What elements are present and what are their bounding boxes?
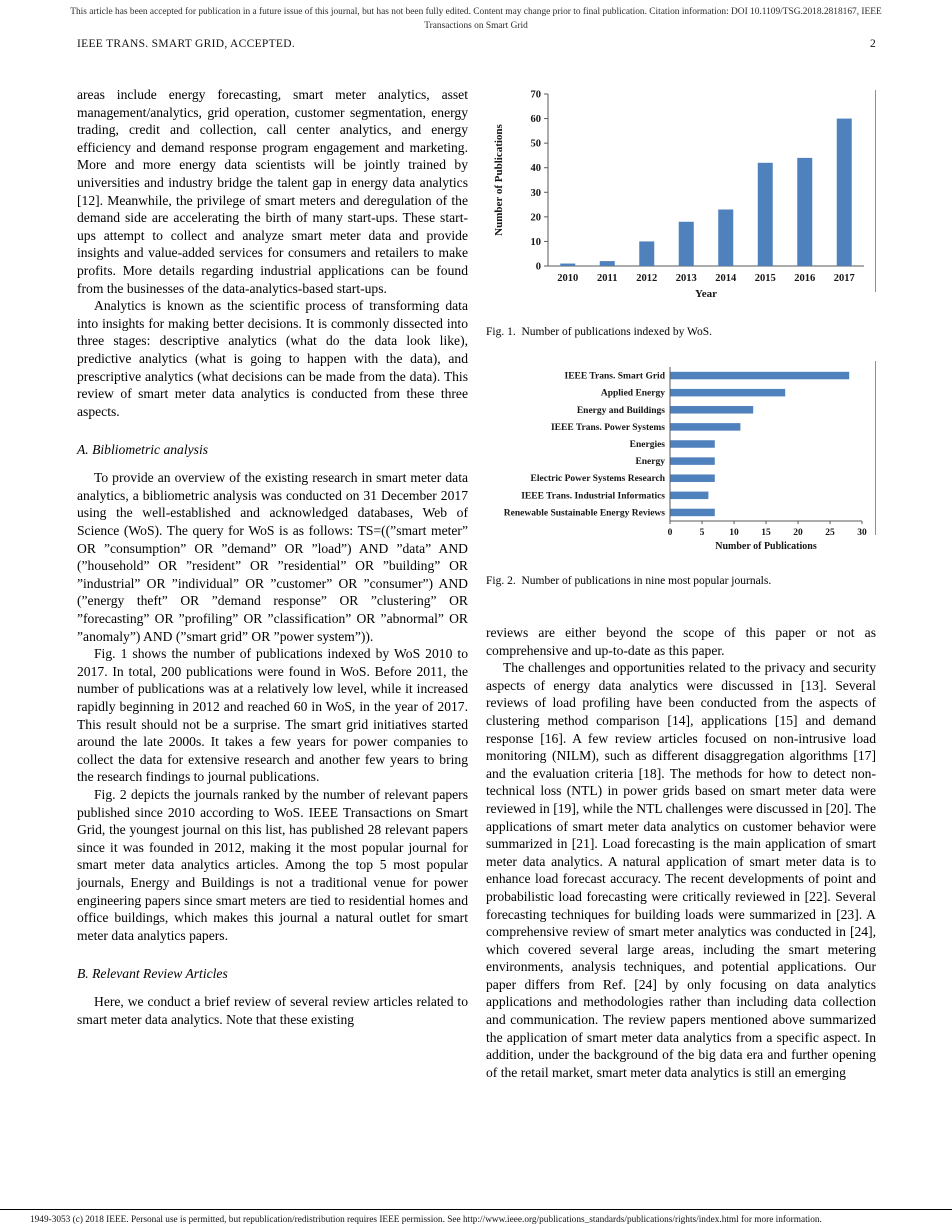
acceptance-notice [26, 6, 926, 33]
y-tick-label: 50 [530, 138, 541, 150]
figure-1 [486, 86, 876, 339]
category-label: Energy and Buildings [576, 405, 665, 416]
figure2-frame-edge [875, 361, 876, 535]
chart-bar [679, 222, 694, 266]
x-tick-label: 2017 [833, 273, 855, 284]
x-tick-label: 2011 [597, 273, 618, 284]
x-tick-label: 2015 [754, 273, 776, 284]
page-number: 2 [869, 38, 876, 50]
chart-bar [670, 474, 715, 482]
x-tick-label: 25 [825, 528, 835, 538]
paragraph-industry-areas: areas include energy forecasting, smart meter analytics, asset management/analytics, grid operation, customer segmentation, energy trading, credit and collection, call center analytics, and energy efficiency and demand response program engagement and marketing. More and more energy data scientists will be jointly trained by universities and industry bridge the talent gap in energy data analytics [12]. Meanwhile, the privilege of smart meters and deregulation of the demand side are accelerating the birth of many start-ups. These start-ups attempt to collect and analyze smart meter data and provide insights and value-added services for consumers and retailers to make profits. More details regarding industrial applications can be found from the businesses of the data-analytics-based start-ups. [77, 87, 468, 296]
chart-bar [758, 163, 773, 266]
paragraph-related-reviews: The challenges and opportunities related to the privacy and security aspects of energy data analytics were discussed in [13]. Several reviews of load profiling have been conducted from the aspects of clustering method comparison [14], applications [15] and demand response [16]. A few review articles focused on non-intrusive load monitoring (NILM), such as different disaggregation algorithms [17] and the evaluation criteria [18]. The methods for how to detect non-technical loss (NTL) in power grids based on smart meter data were reviewed in [19], while the NTL challenges were discussed in [20]. The applications of smart meter data analytics on customer behavior were summarized in [21]. Load forecasting is the main application of smart meter data analytics. A natural application of smart meter data is to enhance load forecast accuracy. The recent developments of point and probabilistic load forecasting were critically reviewed in [22]. Several forecasting techniques for building loads were summarized in [23]. A comprehensive review of smart meter analytics was conducted in [24], which covered several large areas, including the smart metering environments, analysis techniques, and potential applications. Our paper differs from Ref. [24] by only focusing on data analytics applications and methodologies rather than including data collection and communication. The review papers mentioned above summarized the application of smart meter data analytics from a specific aspect. In addition, under the background of the big data era and further opening of the retail market, smart meter data analytics is still an emerging [486, 660, 876, 1080]
fig1-caption: Fig. 1. Number of publications indexed by WoS. [486, 326, 712, 338]
category-label: Energy [635, 457, 665, 468]
right-column [486, 86, 876, 1081]
running-header [77, 38, 876, 50]
notice-line-1: This article has been accepted for publication in a future issue of this journal, but has not been fully edited. Content may change prior to final publication. Citation information: DOI 10.1109/TSG.2018.2818167, IEEE [70, 7, 882, 17]
category-label: IEEE Trans. Power Systems [550, 422, 665, 433]
category-label: Electric Power Systems Research [530, 474, 665, 485]
chart-bar [639, 241, 654, 266]
y-tick-label: 10 [530, 236, 541, 248]
fig1-publications-by-year-bar-chart [486, 86, 876, 304]
y-tick-label: 70 [530, 89, 541, 101]
running-header-title: IEEE TRANS. SMART GRID, ACCEPTED. [77, 38, 296, 50]
heading-relevant-review-articles: B. Relevant Review Articles [77, 966, 228, 982]
figure1-frame-edge [875, 90, 876, 292]
y-tick-label: 20 [530, 212, 541, 224]
left-column [77, 86, 468, 1081]
two-column-body [77, 86, 876, 1081]
category-label: IEEE Trans. Industrial Informatics [521, 491, 665, 502]
chart-bar [670, 492, 708, 500]
category-label: Applied Energy [600, 388, 665, 399]
paragraph-review-intro: Here, we conduct a brief review of several review articles related to smart meter data analytics. Note that these existing [77, 994, 468, 1027]
chart-bar [718, 209, 733, 266]
heading-bibliometric-analysis: A. Bibliometric analysis [77, 442, 209, 458]
category-label: IEEE Trans. Smart Grid [564, 371, 665, 382]
fig2-journals-hbar-chart [486, 361, 876, 553]
copyright-footer: 1949-3053 (c) 2018 IEEE. Personal use is permitted, but republication/redistribution requires IEEE permission. See http://www.ieee.org/publications_standards/publications/rights/index.html for more information. [0, 1209, 952, 1228]
figure-2 [486, 361, 876, 588]
y-tick-label: 0 [535, 261, 541, 273]
chart-bar [670, 509, 715, 517]
chart-bar [670, 406, 753, 414]
x-tick-label: 5 [699, 528, 705, 538]
x-tick-label: 20 [793, 528, 803, 538]
chart-bar [670, 440, 715, 448]
chart-bar [670, 423, 740, 431]
chart-bar [670, 372, 849, 380]
paragraph-wos-query: To provide an overview of the existing research in smart meter data analytics, a bibliometric analysis was conducted on 31 December 2017 using the well-established and acknowledged databases, Web of Science (WoS). The query for WoS is as follows: TS=((”smart meter” OR ”consumption” OR ”demand” OR ”load”) AND ”data” AND (”household” OR ”resident” OR ”residential” OR ”building” OR ”industrial” OR ”individual” OR ”customer” OR ”consumer”) AND (”energy theft” OR ”demand response” OR ”clustering” OR ”forecasting” OR ”profiling” OR ”classification” OR ”abnormal” OR ”anomaly”) AND (”smart grid” OR ”power system”)). [77, 470, 468, 644]
chart-bar [600, 261, 615, 266]
fig2-caption: Fig. 2. Number of publications in nine most popular journals. [486, 575, 772, 587]
paragraph-fig2-discussion: Fig. 2 depicts the journals ranked by the number of relevant papers published since 2010 according to WoS. IEEE Transactions on Smart Grid, the youngest journal on this list, has published 28 relevant papers since it was founded in 2012, making it the most popular journal for smart meter data analytics articles. Among the top 5 most popular journals, Energy and Buildings is not a traditional venue for power engineering papers since smart meters are tied to residential homes and office buildings, which makes this journal a natural outlet for smart meter data analytics papers. [77, 786, 468, 943]
x-tick-label: 10 [729, 528, 739, 538]
x-axis-title: Number of Publications [715, 541, 817, 552]
paragraph-fig1-discussion: Fig. 1 shows the number of publications indexed by WoS 2010 to 2017. In total, 200 publications were found in WoS. Before 2011, the number of publications was at a relatively low level, while it increased rapidly beginning in 2012 and reached 60 in WoS, in the year of 2017. This result should not be a surprise. The smart grid initiatives started around the late 2000s. It takes a few years for power companies to collect the data for extensive research and another few years to bring the research findings to journal publications. [77, 646, 468, 785]
notice-line-2: Transactions on Smart Grid [424, 20, 528, 31]
chart-bar [560, 264, 575, 266]
x-tick-label: 2014 [715, 273, 737, 284]
x-tick-label: 2012 [636, 273, 658, 284]
x-axis-title: Year [695, 288, 717, 300]
chart-bar [797, 158, 812, 266]
chart-bar [837, 119, 852, 266]
y-axis-title: Number of Publications [493, 124, 505, 236]
paragraph-analytics-definition: Analytics is known as the scientific process of transforming data into insights for making better decisions. It is commonly dissected into three stages: descriptive analytics (what do the data look like), predictive analytics (what is going to happen with the data), and prescriptive analytics (what decisions can be made from the data). This review of smart meter data analytics is conducted from these three aspects. [77, 298, 468, 419]
y-tick-label: 30 [530, 187, 541, 199]
x-tick-label: 2010 [557, 273, 579, 284]
x-tick-label: 30 [857, 528, 867, 538]
x-tick-label: 0 [667, 528, 673, 538]
category-label: Energies [629, 440, 665, 450]
x-tick-label: 15 [761, 528, 771, 538]
chart-bar [670, 389, 785, 397]
x-tick-label: 2013 [675, 273, 697, 284]
y-tick-label: 60 [530, 114, 541, 126]
category-label: Renewable Sustainable Energy Reviews [503, 508, 665, 519]
y-tick-label: 40 [530, 163, 541, 175]
chart-bar [670, 457, 715, 465]
paragraph-reviews-scope: reviews are either beyond the scope of this paper or not as comprehensive and up-to-date as this paper. [486, 625, 876, 658]
x-tick-label: 2016 [794, 273, 816, 284]
